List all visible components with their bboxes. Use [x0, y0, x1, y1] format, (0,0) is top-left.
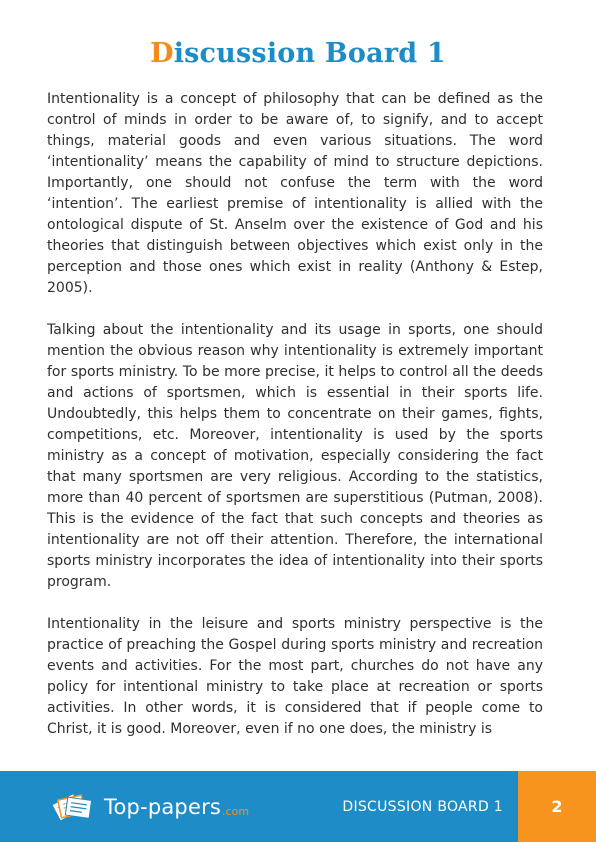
page-number-box	[518, 771, 596, 842]
footer-document-label: DISCUSSION BOARD 1	[342, 798, 503, 815]
paragraph-3: Intentionality in the leisure and sports ministry perspective is the practice of preaching the Gospel during sports ministry and recreation events and activities. For the most part, churches do not have any policy for intentional ministry to take place at recreation or sports activities. In other words, it is considered that if people come to Christ, it is good. Moreover, even if no one does, the ministry is	[47, 616, 543, 737]
stacked-papers-icon	[50, 787, 104, 827]
page-title	[0, 38, 596, 69]
document-body	[47, 89, 543, 740]
title-first-letter: D	[150, 38, 174, 69]
page-number: 2	[551, 797, 563, 816]
paragraph-1: Intentionality is a concept of philosophy that can be defined as the control of minds in order to be aware of, to signify, and to accept things, material goods and even various situations. The word ‘intentionality’ means the capability of mind to structure depictions. Importantly, one should not confuse the term with the word ‘intention’. The earliest premise of intentionality is allied with the ontological dispute of St. Anselm over the existence of God and his theories that distinguish between objectives which exist only in the perception and those ones which exist in reality (Anthony & Estep, 2005).	[47, 91, 543, 296]
logo-main-text: Top-papers	[104, 795, 222, 819]
brand-logo[interactable]	[50, 785, 249, 829]
page-footer	[0, 771, 596, 842]
paragraph-2: Talking about the intentionality and its usage in sports, one should mention the obvious reason why intentionality is extremely important for sports ministry. To be more precise, it helps to control all the deeds and actions of sportsmen, which is essential in their sports life. Undoubtedly, this helps them to concentrate on their games, fights, competitions, etc. Moreover, intentionality is used by the sports ministry as a concept of motivation, especially considering the fact that many sportsmen are very religious. According to the statistics, more than 40 percent of sportsmen are superstitious (Putman, 2008). This is the evidence of the fact that such concepts and theories as intentionality are not off their attention. Therefore, the international sports ministry incorporates the idea of intentionality into their sports program.	[47, 322, 543, 590]
title-rest: iscussion Board 1	[173, 38, 446, 69]
logo-suffix-text: .com	[222, 804, 250, 818]
